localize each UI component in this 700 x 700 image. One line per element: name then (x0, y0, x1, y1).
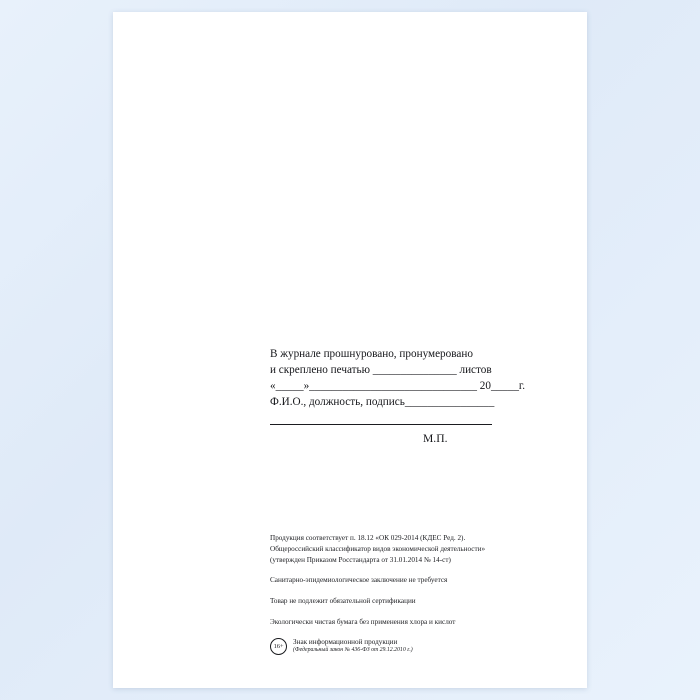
compliance-paragraph (270, 533, 570, 565)
compliance-line-2: Общероссийский классификатор видов экономической деятельности» (270, 544, 486, 553)
age-rating-text (293, 638, 413, 655)
sanitary-note: Санитарно-эпидемиологическое заключение не требуется (270, 576, 448, 585)
notice-line-2: и скреплено печатью _______________ листов (270, 363, 492, 376)
stamp-place-label: М.П. (423, 432, 448, 445)
age-rating-law: (Федеральный закон № 436-ФЗ от 29.12.2010 г.) (293, 647, 413, 654)
age-rating-badge-icon: 16+ (270, 638, 287, 655)
certification-note: Товар не подлежит обязательной сертификации (270, 597, 416, 606)
notice-line-4: Ф.И.О., должность, подпись________________ (270, 395, 495, 408)
eco-note: Экологически чистая бумага без применения хлора и кислот (270, 617, 456, 626)
compliance-line-1: Продукция соответствует п. 18.12 «ОК 029-2014 (КДЕС Ред. 2). (270, 534, 466, 542)
document-page (113, 12, 587, 688)
signature-rule (270, 424, 492, 425)
notice-line-3: «_____»______________________________ 20_____г. (270, 379, 526, 392)
age-rating-title: Знак информационной продукции (293, 637, 398, 646)
age-rating-row (270, 638, 570, 655)
notice-line-1: В журнале прошнуровано, пронумеровано (270, 348, 473, 360)
compliance-line-3: (утвержден Приказом Росстандарта от 31.01.2014 № 14-ст) (270, 555, 451, 564)
journal-certification-block (270, 347, 560, 411)
footer-block (270, 533, 570, 655)
